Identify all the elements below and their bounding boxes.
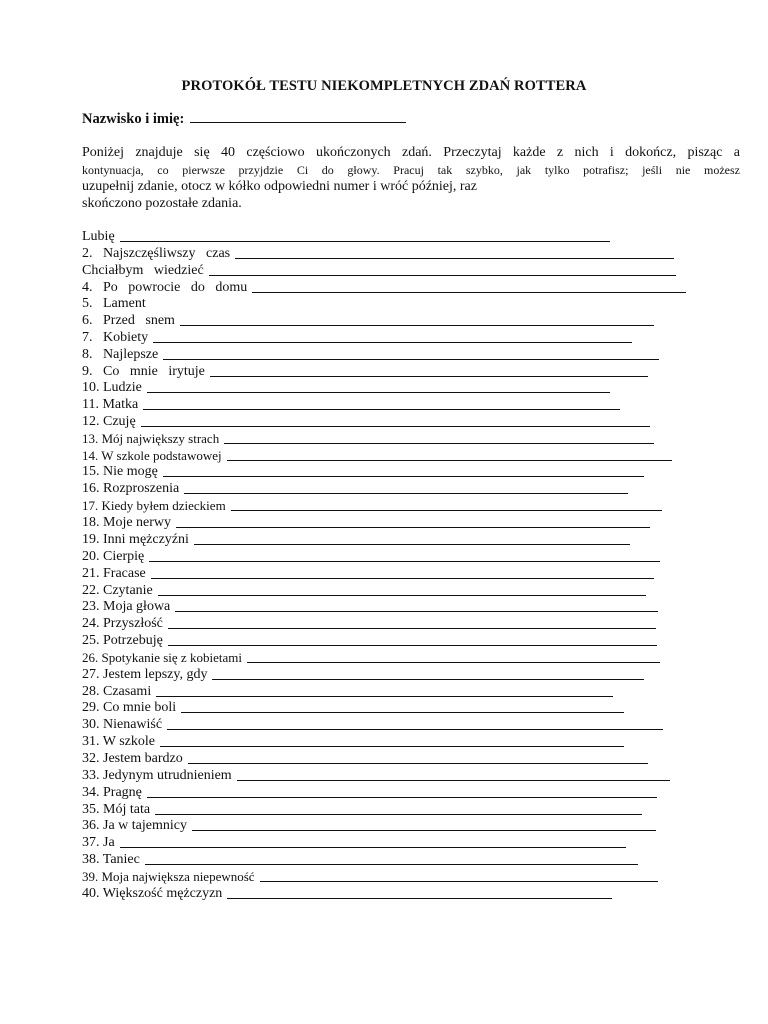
answer-blank[interactable] xyxy=(158,594,646,596)
sentence-item xyxy=(82,699,624,716)
sentence-stem: 4. Po powrocie do domu xyxy=(82,280,248,295)
answer-blank[interactable] xyxy=(156,695,613,697)
answer-blank[interactable] xyxy=(180,324,654,326)
answer-blank[interactable] xyxy=(153,341,632,343)
answer-blank[interactable] xyxy=(247,661,660,663)
sentence-item xyxy=(82,497,662,514)
sentence-stem: 2. Najszczęśliwszy czas xyxy=(82,246,231,261)
sentence-stem: 10. Ludzie xyxy=(82,380,142,395)
sentence-stem: 21. Fracase xyxy=(82,566,146,581)
sentence-item xyxy=(82,363,648,380)
sentence-stem: 33. Jedynym utrudnieniem xyxy=(82,768,232,783)
answer-blank[interactable] xyxy=(120,240,610,242)
sentence-stem: 23. Moja głowa xyxy=(82,599,171,614)
answer-blank[interactable] xyxy=(237,779,670,781)
sentence-item xyxy=(82,666,644,683)
sentence-item xyxy=(82,649,660,666)
name-label: Nazwisko i imię: xyxy=(82,111,185,127)
answer-blank[interactable] xyxy=(163,358,659,360)
sentence-item xyxy=(82,615,656,632)
answer-blank[interactable] xyxy=(227,897,612,899)
answer-blank[interactable] xyxy=(188,762,648,764)
answer-blank[interactable] xyxy=(168,627,656,629)
sentence-item xyxy=(82,885,612,902)
sentence-stem: 22. Czytanie xyxy=(82,583,153,598)
instruction-line-1: Poniżej znajduje się 40 częściowo ukończonych zdań. Przeczytaj każde z nich i dokończ, pisząc a xyxy=(82,145,740,160)
sentence-stem: 39. Moja największa niepewność xyxy=(82,869,255,884)
answer-blank[interactable] xyxy=(210,375,648,377)
sentence-item xyxy=(82,312,654,329)
sentence-stem: 27. Jestem lepszy, gdy xyxy=(82,667,208,682)
sentence-stem: 13. Mój największy strach xyxy=(82,431,220,446)
sentence-item xyxy=(82,245,674,262)
answer-blank[interactable] xyxy=(252,291,686,293)
answer-blank[interactable] xyxy=(143,408,620,410)
sentence-stem: 32. Jestem bardzo xyxy=(82,751,183,766)
sentence-item xyxy=(82,565,654,582)
sentence-stem: 26. Spotykanie się z kobietami xyxy=(82,650,242,665)
answer-blank[interactable] xyxy=(163,475,644,477)
sentence-item xyxy=(82,531,630,548)
sentence-stem: 8. Najlepsze xyxy=(82,347,159,362)
answer-blank[interactable] xyxy=(231,509,662,511)
sentence-item xyxy=(82,716,663,733)
answer-blank[interactable] xyxy=(192,829,656,831)
sentence-item xyxy=(82,784,657,801)
answer-blank[interactable] xyxy=(168,644,657,646)
sentence-item xyxy=(82,733,624,750)
sentence-item xyxy=(82,834,626,851)
answer-blank[interactable] xyxy=(120,846,626,848)
sentence-item xyxy=(82,379,610,396)
sentence-item xyxy=(82,430,654,447)
answer-blank[interactable] xyxy=(184,492,628,494)
sentence-stem: 29. Co mnie boli xyxy=(82,700,177,715)
answer-blank[interactable] xyxy=(149,560,660,562)
instruction-line-2: kontynuacja, co pierwsze przyjdzie Ci do głowy. Pracuj tak szybko, jak tylko potrafisz; jeśli nie możesz xyxy=(82,163,740,177)
sentence-item xyxy=(82,851,638,868)
name-field xyxy=(82,110,406,128)
sentence-stem: 20. Cierpię xyxy=(82,549,145,564)
sentence-item xyxy=(82,817,656,834)
sentence-item xyxy=(82,598,658,615)
answer-blank[interactable] xyxy=(194,543,630,545)
sentence-stem: 40. Większość mężczyzn xyxy=(82,886,223,901)
sentence-item xyxy=(82,548,660,565)
sentence-item xyxy=(82,346,659,363)
sentence-stem: 30. Nienawiść xyxy=(82,717,163,732)
sentence-item xyxy=(82,750,648,767)
sentence-stem: 11. Matka xyxy=(82,397,139,412)
sentence-stem: 19. Inni mężczyźni xyxy=(82,532,189,547)
answer-blank[interactable] xyxy=(209,274,676,276)
instruction-line-4: skończono pozostałe zdania. xyxy=(82,196,242,211)
sentence-item xyxy=(82,228,610,245)
sentence-stem: 36. Ja w tajemnicy xyxy=(82,818,187,833)
answer-blank[interactable] xyxy=(147,391,610,393)
sentence-stem: 9. Co mnie irytuje xyxy=(82,364,205,379)
sentence-stem: 28. Czasami xyxy=(82,684,152,699)
sentence-item xyxy=(82,767,670,784)
sentence-stem: 15. Nie mogę xyxy=(82,464,158,479)
sentence-stem: 6. Przed snem xyxy=(82,313,175,328)
sentence-item xyxy=(82,632,657,649)
sentence-stem: 35. Mój tata xyxy=(82,802,151,817)
sentence-item xyxy=(82,480,628,497)
sentence-item xyxy=(82,329,632,346)
sentence-item xyxy=(82,396,620,413)
sentence-stem: 37. Ja xyxy=(82,835,115,850)
answer-blank[interactable] xyxy=(175,610,658,612)
sentence-item xyxy=(82,413,650,430)
document-title: PROTOKÓŁ TESTU NIEKOMPLETNYCH ZDAŃ ROTTERA xyxy=(181,78,587,94)
sentence-item xyxy=(82,514,650,531)
sentence-stem: 7. Kobiety xyxy=(82,330,149,345)
sentence-stem: 5. Lament xyxy=(82,296,146,311)
sentence-stem: 25. Potrzebuję xyxy=(82,633,163,648)
answer-blank[interactable] xyxy=(260,880,658,882)
answer-blank[interactable] xyxy=(141,425,650,427)
answer-blank[interactable] xyxy=(147,796,657,798)
sentence-item xyxy=(82,262,676,279)
sentence-stem: 18. Moje nerwy xyxy=(82,515,172,530)
name-blank[interactable] xyxy=(190,110,406,123)
sentence-stem: 17. Kiedy byłem dzieckiem xyxy=(82,498,226,513)
sentence-item xyxy=(82,801,642,818)
sentence-stem: 31. W szkole xyxy=(82,734,155,749)
sentence-item xyxy=(82,463,644,480)
answer-blank[interactable] xyxy=(176,526,650,528)
sentence-item xyxy=(82,868,658,885)
sentence-item xyxy=(82,295,146,312)
sentence-stem: 12. Czuję xyxy=(82,414,136,429)
instruction-line-3: uzupełnij zdanie, otocz w kółko odpowiedni numer i wróć później, raz xyxy=(82,179,477,194)
answer-blank[interactable] xyxy=(224,442,654,444)
answer-blank[interactable] xyxy=(181,711,624,713)
sentence-stem: 34. Pragnę xyxy=(82,785,142,800)
sentence-stem: Chciałbym wiedzieć xyxy=(82,263,204,278)
answer-blank[interactable] xyxy=(160,745,624,747)
sentence-item xyxy=(82,683,613,700)
answer-blank[interactable] xyxy=(212,678,644,680)
answer-blank[interactable] xyxy=(235,257,674,259)
sentence-stem: Lubię xyxy=(82,229,115,244)
answer-blank[interactable] xyxy=(151,577,654,579)
sentence-item xyxy=(82,582,646,599)
answer-blank[interactable] xyxy=(227,459,672,461)
answer-blank[interactable] xyxy=(145,863,638,865)
answer-blank[interactable] xyxy=(167,728,663,730)
sentence-item xyxy=(82,447,672,464)
sentence-item xyxy=(82,279,686,296)
sentence-stem: 14. W szkole podstawowej xyxy=(82,448,222,463)
sentence-stem: 24. Przyszłość xyxy=(82,616,163,631)
answer-blank[interactable] xyxy=(155,813,642,815)
sentence-stem: 16. Rozproszenia xyxy=(82,481,180,496)
sentence-stem: 38. Taniec xyxy=(82,852,140,867)
